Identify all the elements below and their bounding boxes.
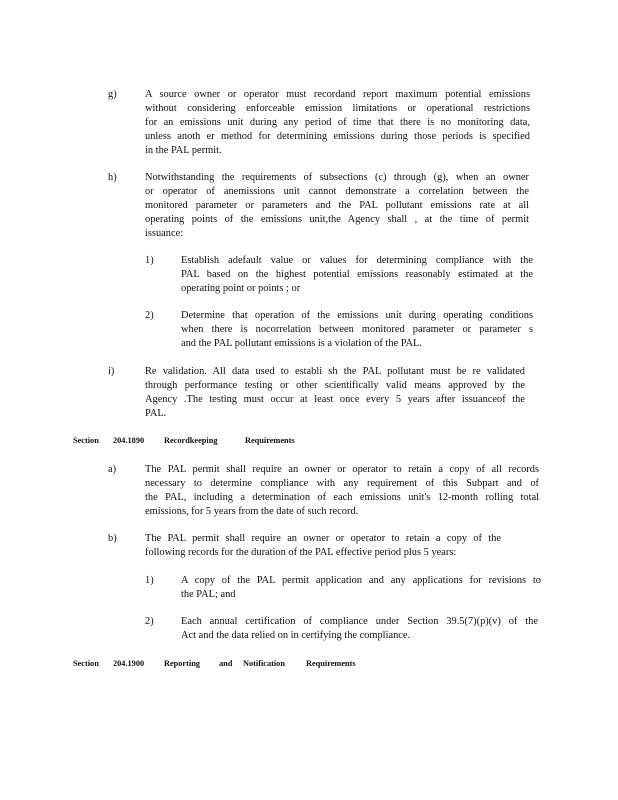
text-line: unless anoth er method for determining emissions during those periods is specified	[145, 131, 530, 142]
paragraph-h1	[181, 254, 533, 296]
text-line: monitored parameter or parameters and the PAL pollutant emissions rate at all	[145, 200, 529, 211]
item-label-a: a)	[108, 464, 117, 475]
text-line: Each annual certification of compliance under Section 39.5(7)(p)(v) of the	[181, 616, 538, 627]
paragraph-i	[145, 365, 525, 421]
subitem-label-b2: 2)	[145, 616, 154, 627]
text-line: for an emissions unit during any period of time that there is no monitoring data,	[145, 117, 530, 128]
text-line: The PAL permit shall require an owner or operator to retain a copy of all records	[145, 464, 539, 475]
text-line: A copy of the PAL permit application and any applications for revisions to	[181, 575, 541, 586]
text-line: The PAL permit shall require an owner or operator to retain a copy of the	[145, 533, 501, 544]
text-line: Establish adefault value or values for determining compliance with the	[181, 255, 533, 266]
item-label-i: i)	[108, 366, 115, 377]
text-line: Agency .The testing must occur at least once every 5 years after issuanceof the	[145, 394, 525, 405]
text-line: necessary to determine compliance with any requirement of this Subpart and of	[145, 478, 539, 489]
text-line: Act and the data relied on in certifying the compliance.	[181, 630, 411, 641]
text-line: in the PAL permit.	[145, 145, 222, 156]
section-title-word: Reporting	[164, 659, 200, 668]
text-line: following records for the duration of the PAL effective period plus 5 years:	[145, 547, 457, 558]
text-line: operating points of the emissions unit,the Agency shall , at the time of permit	[145, 214, 529, 225]
subitem-label-h1: 1)	[145, 255, 154, 266]
subitem-label-b1: 1)	[145, 575, 154, 586]
text-line: Re validation. All data used to establi sh the PAL pollutant must be re validated	[145, 366, 525, 377]
text-line: operating point or points ; or	[181, 283, 301, 294]
text-line: PAL based on the highest potential emissions reasonably estimated at the	[181, 269, 533, 280]
paragraph-g	[145, 88, 530, 158]
section-title-word: Requirements	[245, 436, 295, 445]
text-line: the PAL; and	[181, 589, 236, 600]
section-number: 204.1900	[113, 659, 145, 668]
section-word: Section	[73, 436, 99, 445]
text-line: emissions, for 5 years from the date of such record.	[145, 506, 359, 517]
section-title-word: Notification	[243, 659, 285, 668]
item-label-g: g)	[108, 89, 117, 100]
item-label-b: b)	[108, 533, 117, 544]
text-line: when there is nocorrelation between monitored parameter or parameter s	[181, 324, 533, 335]
text-line: without considering enforceable emission limitations or operational restrictions	[145, 103, 530, 114]
paragraph-a	[145, 463, 539, 519]
text-line: PAL.	[145, 408, 167, 419]
section-title-word: Recordkeeping	[164, 436, 218, 445]
paragraph-h2	[181, 309, 533, 351]
section-number: 204.1890	[113, 436, 145, 445]
text-line: and the PAL pollutant emissions is a violation of the PAL.	[181, 338, 422, 349]
text-line: Notwithstanding the requirements of subsections (c) through (g), when an owner	[145, 172, 529, 183]
subitem-label-h2: 2)	[145, 310, 154, 321]
paragraph-b1	[181, 574, 541, 602]
text-line: A source owner or operator must recordand report maximum potential emissions	[145, 89, 530, 100]
paragraph-h	[145, 171, 529, 241]
paragraph-b	[145, 532, 501, 560]
text-line: or operator of anemissions unit cannot demonstrate a correlation between the	[145, 186, 529, 197]
text-line: the PAL, including a determination of each emissions unit's 12-month rolling total	[145, 492, 539, 503]
section-title-word: Requirements	[306, 659, 356, 668]
text-line: issuance:	[145, 228, 184, 239]
item-label-h: h)	[108, 172, 117, 183]
text-line: through performance testing or other scientifically valid means approved by the	[145, 380, 525, 391]
section-word: Section	[73, 659, 99, 668]
text-line: Determine that operation of the emissions unit during operating conditions	[181, 310, 533, 321]
section-title-word: and	[219, 659, 233, 668]
paragraph-b2	[181, 615, 538, 643]
